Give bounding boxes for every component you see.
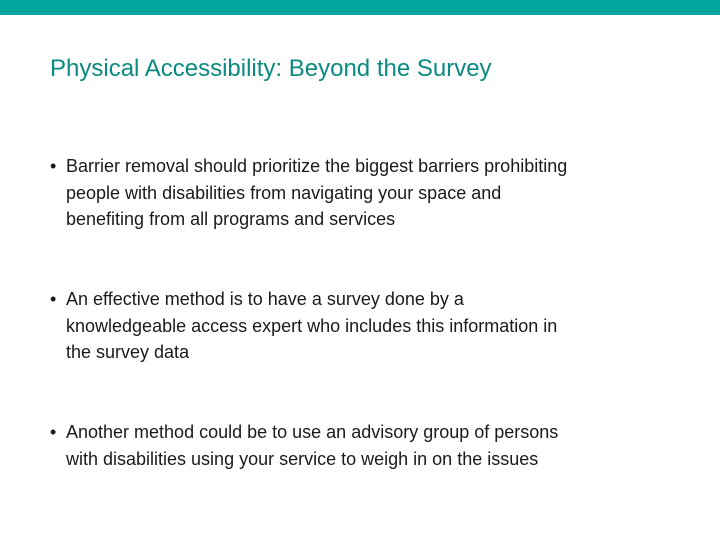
top-accent-bar (0, 0, 720, 15)
bullet-icon: • (50, 156, 57, 176)
bullet-text-line: Another method could be to use an advisory group of persons (66, 422, 559, 442)
bullet-icon: • (50, 422, 57, 442)
slide-title: Physical Accessibility: Beyond the Survey (50, 55, 492, 82)
bullet-text-line: the survey data (66, 342, 190, 362)
bullet-text-line: benefiting from all programs and services (66, 209, 396, 229)
bullet-text-line: people with disabilities from navigating your space and (66, 182, 502, 203)
bullet-text-line: knowledgeable access expert who includes this information in (66, 315, 558, 336)
bullet-text-line: with disabilities using your service to weigh in on the issues (66, 448, 539, 469)
bullet-text-line: An effective method is to have a survey done by a (66, 289, 464, 309)
bullet-item (50, 419, 670, 472)
bullet-item (50, 286, 670, 366)
bullet-icon: • (50, 289, 57, 309)
bullet-text-line: Barrier removal should prioritize the biggest barriers prohibiting (66, 156, 568, 176)
bullet-item (50, 153, 670, 233)
